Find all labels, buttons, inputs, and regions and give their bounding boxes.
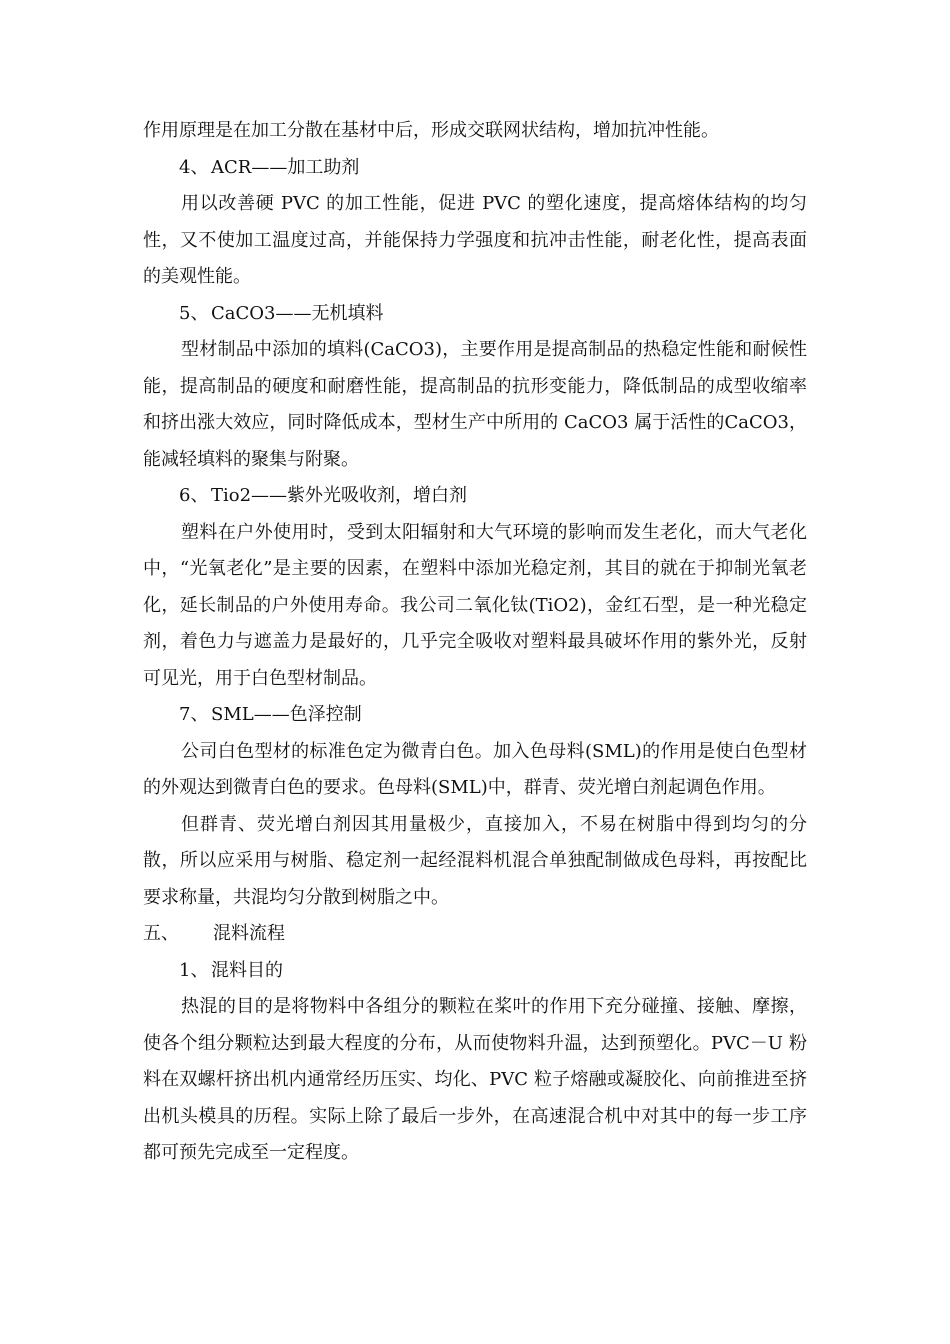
item-6-number: 6、 <box>179 485 209 506</box>
item-5-body: 型材制品中添加的填料(CaCO3)，主要作用是提高制品的热稳定性能和耐候性能，提高制品的硬度和耐磨性能，提高制品的抗形变能力，降低制品的成型收缩率和挤出涨大效应，同时降低成本，型材生产中所用的 CaCO3 属于活性的CaCO3，能减轻填料的聚集与附聚。 <box>143 339 807 470</box>
item-6-title: Tio2——紫外光吸收剂，增白剂 <box>211 485 468 506</box>
item-6-heading <box>143 478 807 515</box>
sub-1-title: 混料目的 <box>211 959 283 981</box>
item-6-body: 塑料在户外使用时，受到太阳辐射和大气环境的影响而发生老化，而大气老化中，“光氧老化”是主要的因素，在塑料中添加光稳定剂，其目的就在于抑制光氧老化，延长制品的户外使用寿命。我公司二氧化钛(TiO2)，金红石型，是一种光稳定剂，着色力与遮盖力是最好的，几乎完全吸收对塑料最具破坏作用的紫外光，反射可见光，用于白色型材制品。 <box>143 521 807 689</box>
sub-1-number: 1、 <box>179 959 209 981</box>
item-4-title: ACR——加工助剂 <box>211 156 360 178</box>
section-5-title: 混料流程 <box>213 923 285 944</box>
paragraph-intro: 作用原理是在加工分散在基材中后，形成交联网状结构，增加抗冲性能。 <box>143 120 719 141</box>
sub-1-heading <box>143 953 807 990</box>
item-7-body-2: 但群青、荧光增白剂因其用量极少，直接加入，不易在树脂中得到均匀的分散，所以应采用与树脂、稳定剂一起经混料机混合单独配制做成色母料，再按配比要求称量，共混均匀分散到树脂之中。 <box>143 813 807 908</box>
item-7-heading <box>143 697 807 734</box>
item-5-heading <box>143 296 807 333</box>
section-5-heading <box>143 916 807 953</box>
section-5-number: 五、 <box>143 923 179 944</box>
item-5-title: CaCO3——无机填料 <box>211 302 384 324</box>
item-7-title: SML——色泽控制 <box>211 704 362 725</box>
document-body <box>143 113 807 1172</box>
item-4-number: 4、 <box>179 156 209 178</box>
item-4-heading <box>143 150 807 187</box>
item-7-body-1: 公司白色型材的标准色定为微青白色。加入色母料(SML)的作用是使白色型材的外观达到微青白色的要求。色母料(SML)中，群青、荧光增白剂起调色作用。 <box>143 740 807 798</box>
item-5-number: 5、 <box>179 302 209 324</box>
sub-1-body: 热混的目的是将物料中各组分的颗粒在桨叶的作用下充分碰撞、接触、摩擦，使各个组分颗粒达到最大程度的分布，从而使物料升温，达到预塑化。PVC－U 粉料在双螺杆挤出机内通常经历压实、均化、PVC 粒子熔融或凝胶化、向前推进至挤出机头模具的历程。实际上除了最后一步外，在高速混合机中对其中的每一步工序都可预先完成至一定程度。 <box>143 996 807 1163</box>
item-4-body: 用以改善硬 PVC 的加工性能，促进 PVC 的塑化速度，提高熔体结构的均匀性，又不使加工温度过高，并能保持力学强度和抗冲击性能，耐老化性，提高表面的美观性能。 <box>143 193 807 287</box>
item-7-number: 7、 <box>179 704 209 725</box>
